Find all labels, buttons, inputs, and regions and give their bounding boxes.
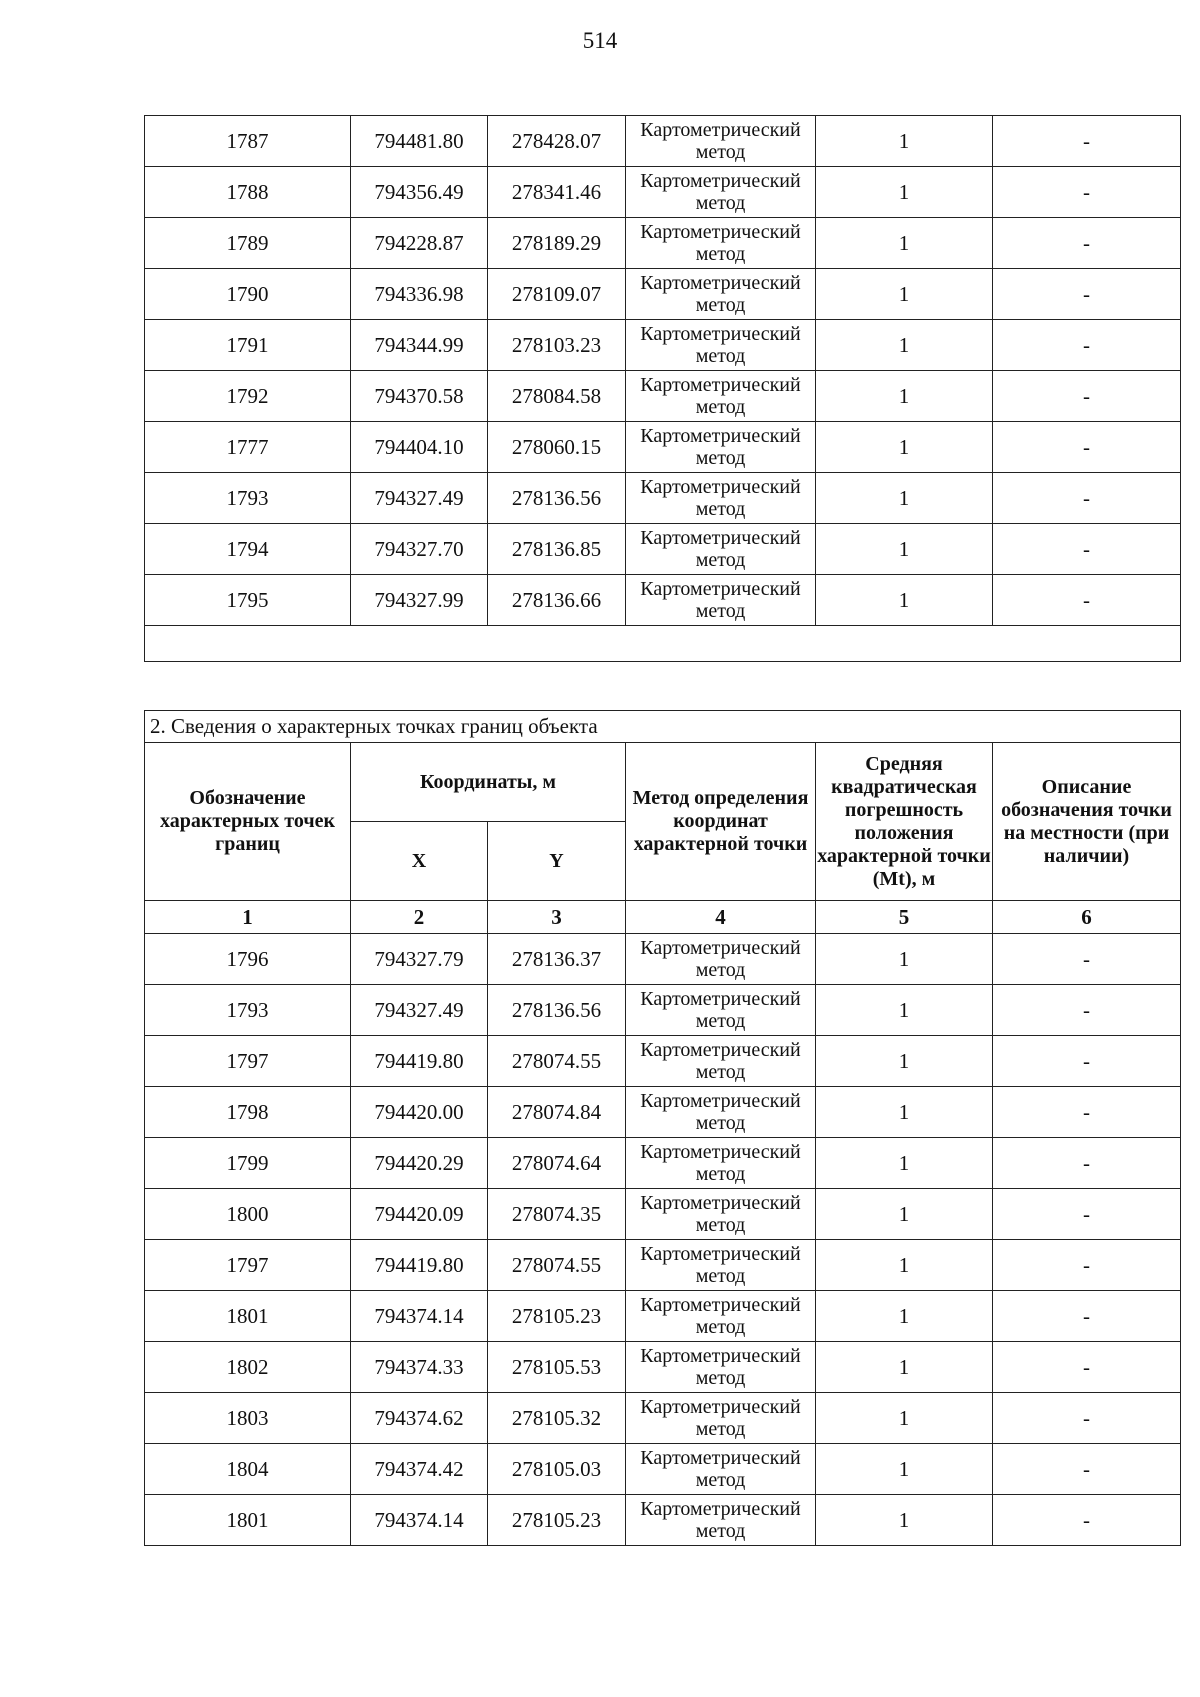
header-y: Y <box>488 822 626 901</box>
boundary-points-table-continued <box>144 115 1181 662</box>
description-cell: - <box>993 934 1181 985</box>
table-row <box>145 524 1181 575</box>
y-cell: 278074.55 <box>488 1240 626 1291</box>
error-cell: 1 <box>816 934 993 985</box>
point-cell: 1789 <box>145 218 351 269</box>
description-cell: - <box>993 473 1181 524</box>
point-cell: 1788 <box>145 167 351 218</box>
x-cell: 794420.29 <box>351 1138 488 1189</box>
error-cell: 1 <box>816 1189 993 1240</box>
point-cell: 1793 <box>145 473 351 524</box>
table-caption: 2. Сведения о характерных точках границ объекта <box>145 711 1181 743</box>
error-cell: 1 <box>816 320 993 371</box>
y-cell: 278105.23 <box>488 1495 626 1546</box>
description-cell: - <box>993 1495 1181 1546</box>
method-cell: Картометрический метод <box>626 320 816 371</box>
description-cell: - <box>993 985 1181 1036</box>
page-number: 514 <box>582 28 618 53</box>
column-number: 1 <box>145 901 351 934</box>
point-cell: 1801 <box>145 1291 351 1342</box>
y-cell: 278103.23 <box>488 320 626 371</box>
y-cell: 278074.64 <box>488 1138 626 1189</box>
table-row <box>145 473 1181 524</box>
header-method: Метод определения координат характерной точки <box>626 743 816 901</box>
error-cell: 1 <box>816 269 993 320</box>
table-row <box>145 934 1181 985</box>
description-cell: - <box>993 1036 1181 1087</box>
header-description: Описание обозначения точки на местности (при наличии) <box>993 743 1181 901</box>
y-cell: 278341.46 <box>488 167 626 218</box>
column-number: 3 <box>488 901 626 934</box>
description-cell: - <box>993 524 1181 575</box>
method-cell: Картометрический метод <box>626 218 816 269</box>
column-number: 2 <box>351 901 488 934</box>
method-cell: Картометрический метод <box>626 524 816 575</box>
method-cell: Картометрический метод <box>626 473 816 524</box>
description-cell: - <box>993 269 1181 320</box>
point-cell: 1797 <box>145 1240 351 1291</box>
empty-row <box>145 626 1181 662</box>
table-row <box>145 985 1181 1036</box>
error-cell: 1 <box>816 116 993 167</box>
y-cell: 278105.53 <box>488 1342 626 1393</box>
point-cell: 1791 <box>145 320 351 371</box>
table-row <box>145 422 1181 473</box>
y-cell: 278105.23 <box>488 1291 626 1342</box>
table-row <box>145 116 1181 167</box>
table-row <box>145 1342 1181 1393</box>
description-cell: - <box>993 320 1181 371</box>
error-cell: 1 <box>816 422 993 473</box>
x-cell: 794327.49 <box>351 985 488 1036</box>
description-cell: - <box>993 116 1181 167</box>
x-cell: 794374.33 <box>351 1342 488 1393</box>
error-cell: 1 <box>816 1087 993 1138</box>
point-cell: 1796 <box>145 934 351 985</box>
method-cell: Картометрический метод <box>626 1036 816 1087</box>
boundary-points-table <box>144 710 1181 1546</box>
x-cell: 794481.80 <box>351 116 488 167</box>
x-cell: 794327.49 <box>351 473 488 524</box>
table-row <box>145 1240 1181 1291</box>
description-cell: - <box>993 371 1181 422</box>
y-cell: 278060.15 <box>488 422 626 473</box>
point-cell: 1795 <box>145 575 351 626</box>
point-cell: 1793 <box>145 985 351 1036</box>
x-cell: 794327.70 <box>351 524 488 575</box>
x-cell: 794374.14 <box>351 1291 488 1342</box>
table-row <box>145 575 1181 626</box>
x-cell: 794374.62 <box>351 1393 488 1444</box>
method-cell: Картометрический метод <box>626 1291 816 1342</box>
error-cell: 1 <box>816 167 993 218</box>
method-cell: Картометрический метод <box>626 1138 816 1189</box>
method-cell: Картометрический метод <box>626 1444 816 1495</box>
error-cell: 1 <box>816 524 993 575</box>
method-cell: Картометрический метод <box>626 1393 816 1444</box>
method-cell: Картометрический метод <box>626 116 816 167</box>
method-cell: Картометрический метод <box>626 1087 816 1138</box>
description-cell: - <box>993 167 1181 218</box>
method-cell: Картометрический метод <box>626 575 816 626</box>
x-cell: 794327.79 <box>351 934 488 985</box>
y-cell: 278136.56 <box>488 985 626 1036</box>
table1-body <box>145 116 1181 662</box>
y-cell: 278136.85 <box>488 524 626 575</box>
error-cell: 1 <box>816 1342 993 1393</box>
method-cell: Картометрический метод <box>626 269 816 320</box>
point-cell: 1802 <box>145 1342 351 1393</box>
description-cell: - <box>993 1138 1181 1189</box>
error-cell: 1 <box>816 1036 993 1087</box>
error-cell: 1 <box>816 1495 993 1546</box>
table-row <box>145 320 1181 371</box>
point-cell: 1790 <box>145 269 351 320</box>
error-cell: 1 <box>816 473 993 524</box>
y-cell: 278109.07 <box>488 269 626 320</box>
description-cell: - <box>993 1240 1181 1291</box>
description-cell: - <box>993 1189 1181 1240</box>
y-cell: 278136.56 <box>488 473 626 524</box>
x-cell: 794327.99 <box>351 575 488 626</box>
y-cell: 278074.55 <box>488 1036 626 1087</box>
method-cell: Картометрический метод <box>626 1342 816 1393</box>
error-cell: 1 <box>816 1393 993 1444</box>
point-cell: 1787 <box>145 116 351 167</box>
table-row <box>145 1138 1181 1189</box>
table-row <box>145 1444 1181 1495</box>
header-coordinates: Координаты, м <box>351 743 626 822</box>
table-row <box>145 1495 1181 1546</box>
x-cell: 794374.14 <box>351 1495 488 1546</box>
column-number: 4 <box>626 901 816 934</box>
table-row <box>145 1291 1181 1342</box>
header-point: Обозначение характерных точек границ <box>145 743 351 901</box>
y-cell: 278084.58 <box>488 371 626 422</box>
method-cell: Картометрический метод <box>626 1189 816 1240</box>
x-cell: 794374.42 <box>351 1444 488 1495</box>
x-cell: 794336.98 <box>351 269 488 320</box>
error-cell: 1 <box>816 1291 993 1342</box>
column-number: 6 <box>993 901 1181 934</box>
header-error: Средняя квадратическая погрешность положения характерной точки (Mt), м <box>816 743 993 901</box>
point-cell: 1799 <box>145 1138 351 1189</box>
description-cell: - <box>993 1291 1181 1342</box>
x-cell: 794228.87 <box>351 218 488 269</box>
y-cell: 278136.37 <box>488 934 626 985</box>
error-cell: 1 <box>816 371 993 422</box>
table-row <box>145 1189 1181 1240</box>
point-cell: 1804 <box>145 1444 351 1495</box>
error-cell: 1 <box>816 1138 993 1189</box>
description-cell: - <box>993 1342 1181 1393</box>
x-cell: 794420.09 <box>351 1189 488 1240</box>
description-cell: - <box>993 575 1181 626</box>
column-number: 5 <box>816 901 993 934</box>
description-cell: - <box>993 218 1181 269</box>
y-cell: 278074.35 <box>488 1189 626 1240</box>
point-cell: 1794 <box>145 524 351 575</box>
x-cell: 794419.80 <box>351 1036 488 1087</box>
x-cell: 794356.49 <box>351 167 488 218</box>
description-cell: - <box>993 422 1181 473</box>
x-cell: 794344.99 <box>351 320 488 371</box>
point-cell: 1792 <box>145 371 351 422</box>
x-cell: 794404.10 <box>351 422 488 473</box>
method-cell: Картометрический метод <box>626 422 816 473</box>
point-cell: 1798 <box>145 1087 351 1138</box>
point-cell: 1803 <box>145 1393 351 1444</box>
method-cell: Картометрический метод <box>626 167 816 218</box>
point-cell: 1797 <box>145 1036 351 1087</box>
empty-cell <box>145 626 1181 662</box>
point-cell: 1801 <box>145 1495 351 1546</box>
x-cell: 794420.00 <box>351 1087 488 1138</box>
table-row <box>145 269 1181 320</box>
y-cell: 278136.66 <box>488 575 626 626</box>
y-cell: 278105.32 <box>488 1393 626 1444</box>
description-cell: - <box>993 1444 1181 1495</box>
table-row <box>145 1036 1181 1087</box>
point-cell: 1800 <box>145 1189 351 1240</box>
error-cell: 1 <box>816 985 993 1036</box>
y-cell: 278428.07 <box>488 116 626 167</box>
y-cell: 278105.03 <box>488 1444 626 1495</box>
point-cell: 1777 <box>145 422 351 473</box>
table-row <box>145 1087 1181 1138</box>
table-row <box>145 167 1181 218</box>
header-x: X <box>351 822 488 901</box>
error-cell: 1 <box>816 218 993 269</box>
description-cell: - <box>993 1393 1181 1444</box>
table-row <box>145 371 1181 422</box>
method-cell: Картометрический метод <box>626 1495 816 1546</box>
method-cell: Картометрический метод <box>626 371 816 422</box>
method-cell: Картометрический метод <box>626 985 816 1036</box>
description-cell: - <box>993 1087 1181 1138</box>
error-cell: 1 <box>816 1444 993 1495</box>
error-cell: 1 <box>816 575 993 626</box>
x-cell: 794419.80 <box>351 1240 488 1291</box>
x-cell: 794370.58 <box>351 371 488 422</box>
table-row <box>145 1393 1181 1444</box>
y-cell: 278189.29 <box>488 218 626 269</box>
table-row <box>145 218 1181 269</box>
table2-body <box>145 934 1181 1546</box>
method-cell: Картометрический метод <box>626 934 816 985</box>
method-cell: Картометрический метод <box>626 1240 816 1291</box>
error-cell: 1 <box>816 1240 993 1291</box>
y-cell: 278074.84 <box>488 1087 626 1138</box>
